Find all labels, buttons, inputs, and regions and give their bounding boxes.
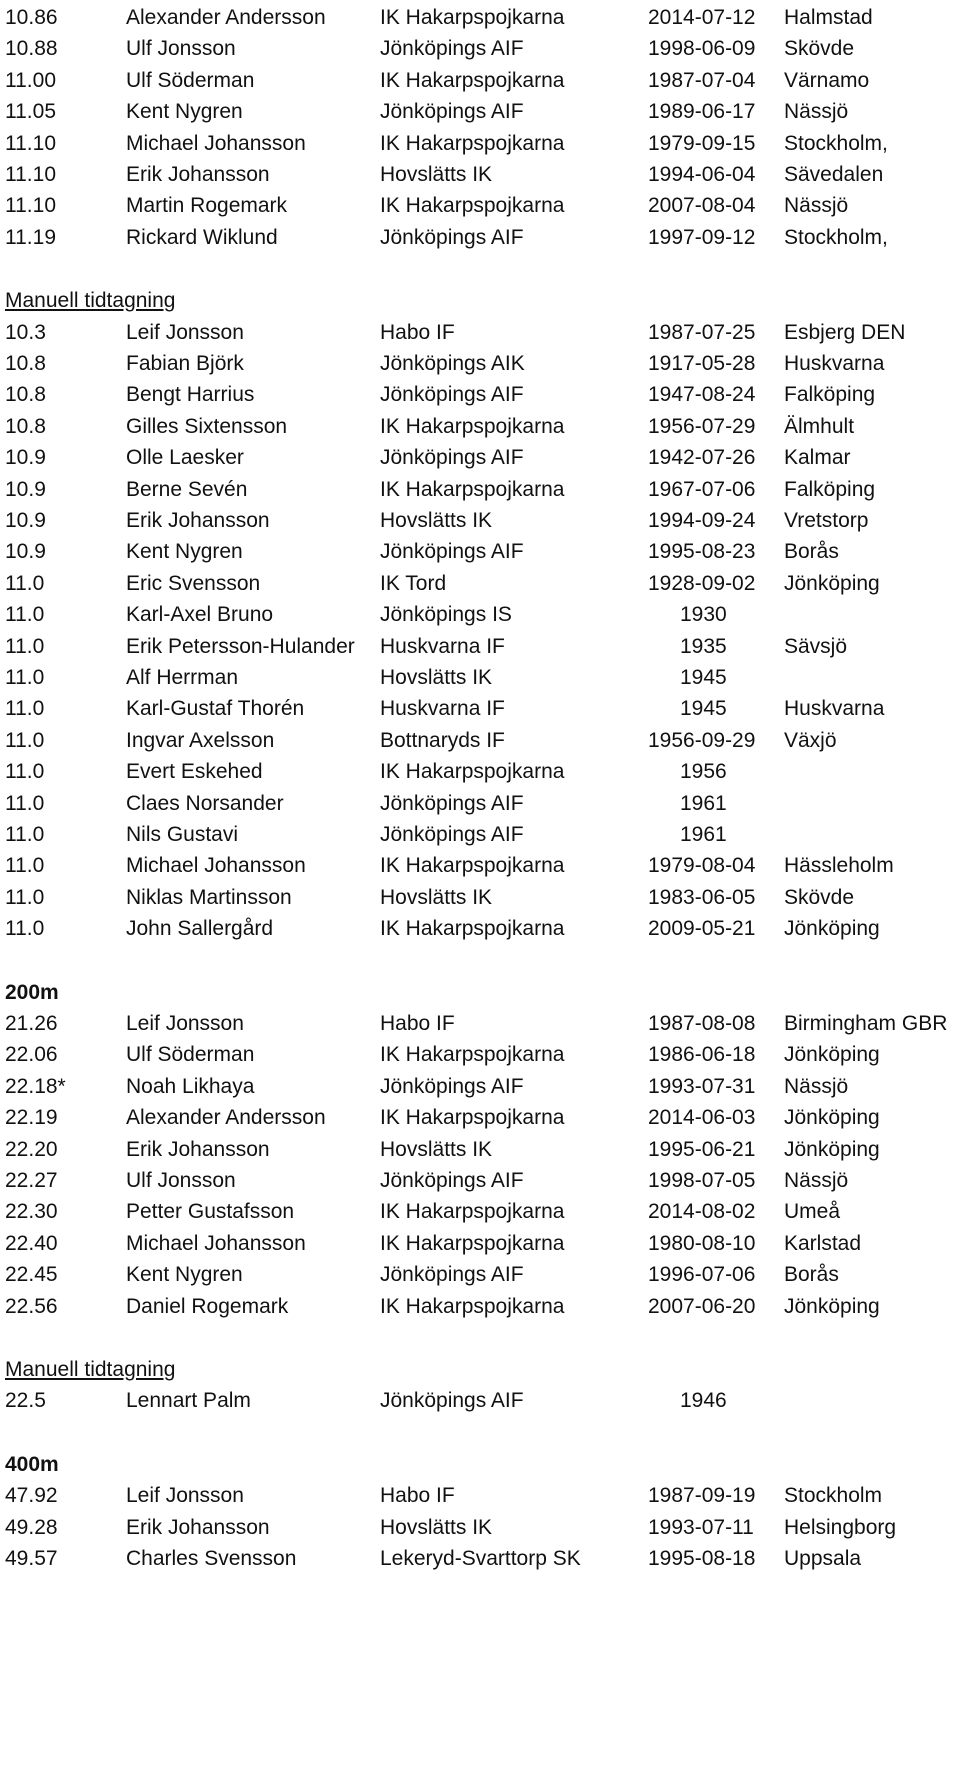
club-name: Huskvarna IF — [380, 697, 505, 720]
result-time: 11.0 — [5, 666, 45, 689]
club-name: Jönköpings AIF — [380, 383, 524, 406]
result-row — [0, 159, 960, 191]
athlete-name: Nils Gustavi — [126, 823, 239, 846]
athlete-name: Michael Johansson — [126, 132, 306, 155]
athlete-name: Erik Johansson — [126, 509, 270, 532]
result-row — [0, 850, 960, 882]
event-heading: 400m — [5, 1453, 59, 1476]
result-date: 1987-08-08 — [648, 1012, 756, 1035]
athlete-name: Lennart Palm — [126, 1389, 251, 1412]
result-row — [0, 1228, 960, 1260]
athlete-name: Michael Johansson — [126, 854, 306, 877]
result-row — [0, 913, 960, 945]
athlete-name: Bengt Harrius — [126, 383, 255, 406]
result-time: 22.06 — [5, 1043, 58, 1066]
result-year: 1961 — [680, 823, 727, 846]
subsection-heading: Manuell tidtagning — [5, 1358, 176, 1381]
club-name: IK Hakarpspojkarna — [380, 6, 565, 29]
result-date: 2007-06-20 — [648, 1295, 756, 1318]
club-name: Jönköpings AIF — [380, 1389, 524, 1412]
result-time: 11.10 — [5, 132, 56, 155]
result-year: 1930 — [680, 603, 727, 626]
result-time: 22.5 — [5, 1389, 46, 1412]
result-place: Stockholm, — [784, 226, 888, 249]
result-time: 11.0 — [5, 603, 45, 626]
athlete-name: Ulf Söderman — [126, 1043, 255, 1066]
result-time: 22.30 — [5, 1200, 58, 1223]
result-time: 22.27 — [5, 1169, 58, 1192]
result-time: 22.18* — [5, 1075, 66, 1098]
result-row — [0, 693, 960, 725]
result-date: 1983-06-05 — [648, 886, 756, 909]
result-date: 1942-07-26 — [648, 446, 756, 469]
result-row — [0, 2, 960, 34]
club-name: IK Tord — [380, 572, 447, 595]
club-name: Habo IF — [380, 1012, 455, 1035]
result-time: 47.92 — [5, 1484, 58, 1507]
result-row — [0, 317, 960, 349]
result-time: 11.0 — [5, 729, 45, 752]
athlete-name: Alexander Andersson — [126, 1106, 326, 1129]
club-name: Jönköpings AIF — [380, 823, 524, 846]
result-time: 22.45 — [5, 1263, 58, 1286]
result-date: 1987-07-25 — [648, 321, 756, 344]
result-date: 1967-07-06 — [648, 478, 756, 501]
club-name: Jönköpings AIK — [380, 352, 525, 375]
result-place: Jönköping — [784, 1043, 880, 1066]
athlete-name: Berne Sevén — [126, 478, 248, 501]
result-year: 1961 — [680, 792, 727, 815]
club-name: IK Hakarpspojkarna — [380, 194, 565, 217]
result-date: 1979-09-15 — [648, 132, 756, 155]
result-time: 11.19 — [5, 226, 56, 249]
result-row — [0, 1008, 960, 1040]
result-date: 1987-07-04 — [648, 69, 756, 92]
result-row — [0, 788, 960, 820]
result-row — [0, 65, 960, 97]
result-place: Stockholm — [784, 1484, 883, 1507]
club-name: IK Hakarpspojkarna — [380, 478, 565, 501]
result-date: 1998-07-05 — [648, 1169, 756, 1192]
result-date: 1956-09-29 — [648, 729, 756, 752]
result-row — [0, 1165, 960, 1197]
athlete-name: Ingvar Axelsson — [126, 729, 275, 752]
result-row — [0, 128, 960, 160]
club-name: Hovslätts IK — [380, 1516, 493, 1539]
result-place: Sävedalen — [784, 163, 884, 186]
result-place: Jönköping — [784, 1138, 880, 1161]
result-row — [0, 1196, 960, 1228]
result-row — [0, 1291, 960, 1323]
club-name: Hovslätts IK — [380, 886, 493, 909]
club-name: Lekeryd-Svarttorp SK — [380, 1547, 581, 1570]
athlete-name: Kent Nygren — [126, 540, 243, 563]
result-row — [0, 411, 960, 443]
athlete-name: Ulf Söderman — [126, 69, 255, 92]
result-date: 1980-08-10 — [648, 1232, 756, 1255]
result-row — [0, 190, 960, 222]
result-row — [0, 599, 960, 631]
result-place: Jönköping — [784, 572, 880, 595]
result-date: 1995-08-23 — [648, 540, 756, 563]
club-name: Jönköpings AIF — [380, 792, 524, 815]
club-name: IK Hakarpspojkarna — [380, 854, 565, 877]
result-row — [0, 222, 960, 254]
result-row — [0, 33, 960, 65]
athlete-name: Fabian Björk — [126, 352, 244, 375]
result-place: Falköping — [784, 383, 876, 406]
result-place: Umeå — [784, 1200, 841, 1223]
athlete-name: Ulf Jonsson — [126, 37, 236, 60]
result-row — [0, 474, 960, 506]
athlete-name: Leif Jonsson — [126, 321, 244, 344]
result-place: Sävsjö — [784, 635, 848, 658]
athlete-name: Gilles Sixtensson — [126, 415, 288, 438]
result-time: 11.0 — [5, 854, 45, 877]
athlete-name: Petter Gustafsson — [126, 1200, 295, 1223]
result-time: 10.86 — [5, 6, 58, 29]
athlete-name: Kent Nygren — [126, 100, 243, 123]
athlete-name: Alexander Andersson — [126, 6, 326, 29]
result-time: 11.0 — [5, 760, 45, 783]
result-row — [0, 756, 960, 788]
athlete-name: Charles Svensson — [126, 1547, 297, 1570]
result-place: Värnamo — [784, 69, 870, 92]
result-place: Borås — [784, 1263, 839, 1286]
result-date: 1986-06-18 — [648, 1043, 756, 1066]
result-time: 49.57 — [5, 1547, 58, 1570]
athlete-name: Niklas Martinsson — [126, 886, 292, 909]
club-name: IK Hakarpspojkarna — [380, 1200, 565, 1223]
result-place: Nässjö — [784, 1169, 849, 1192]
result-place: Birmingham GBR — [784, 1012, 948, 1035]
result-date: 1979-08-04 — [648, 854, 756, 877]
result-time: 22.20 — [5, 1138, 58, 1161]
club-name: Hovslätts IK — [380, 163, 493, 186]
result-row — [0, 882, 960, 914]
result-row — [0, 536, 960, 568]
result-row — [0, 1039, 960, 1071]
athlete-name: Olle Laesker — [126, 446, 244, 469]
result-date: 2014-07-12 — [648, 6, 756, 29]
result-place: Esbjerg DEN — [784, 321, 906, 344]
club-name: Jönköpings AIF — [380, 1075, 524, 1098]
result-time: 10.9 — [5, 509, 46, 532]
result-date: 2007-08-04 — [648, 194, 756, 217]
result-place: Nässjö — [784, 100, 849, 123]
club-name: IK Hakarpspojkarna — [380, 69, 565, 92]
result-date: 1947-08-24 — [648, 383, 756, 406]
result-year: 1946 — [680, 1389, 727, 1412]
result-time: 11.0 — [5, 886, 45, 909]
result-time: 10.8 — [5, 415, 46, 438]
athlete-name: Daniel Rogemark — [126, 1295, 289, 1318]
club-name: Jönköpings AIF — [380, 1263, 524, 1286]
result-place: Stockholm, — [784, 132, 888, 155]
result-time: 11.10 — [5, 163, 56, 186]
result-date: 2009-05-21 — [648, 917, 756, 940]
result-date: 1995-08-18 — [648, 1547, 756, 1570]
result-place: Skövde — [784, 886, 855, 909]
result-date: 1956-07-29 — [648, 415, 756, 438]
club-name: Hovslätts IK — [380, 1138, 493, 1161]
club-name: IK Hakarpspojkarna — [380, 760, 565, 783]
result-date: 1998-06-09 — [648, 37, 756, 60]
result-place: Huskvarna — [784, 352, 885, 375]
result-place: Nässjö — [784, 194, 849, 217]
result-row — [0, 819, 960, 851]
result-time: 11.00 — [5, 69, 56, 92]
result-row — [0, 1071, 960, 1103]
athlete-name: Noah Likhaya — [126, 1075, 255, 1098]
result-date: 1928-09-02 — [648, 572, 756, 595]
club-name: Jönköpings IS — [380, 603, 512, 626]
result-time: 10.9 — [5, 478, 46, 501]
result-time: 49.28 — [5, 1516, 58, 1539]
result-row — [0, 1385, 960, 1417]
result-date: 2014-06-03 — [648, 1106, 756, 1129]
result-row — [0, 505, 960, 537]
athlete-name: Leif Jonsson — [126, 1484, 244, 1507]
club-name: Jönköpings AIF — [380, 540, 524, 563]
result-row — [0, 442, 960, 474]
result-time: 10.8 — [5, 352, 46, 375]
athlete-name: Karl-Axel Bruno — [126, 603, 274, 626]
result-date: 1989-06-17 — [648, 100, 756, 123]
result-row — [0, 1543, 960, 1575]
result-row — [0, 1102, 960, 1134]
result-place: Huskvarna — [784, 697, 885, 720]
club-name: Jönköpings AIF — [380, 100, 524, 123]
result-row — [0, 662, 960, 694]
club-name: IK Hakarpspojkarna — [380, 1295, 565, 1318]
result-time: 22.40 — [5, 1232, 58, 1255]
club-name: IK Hakarpspojkarna — [380, 917, 565, 940]
club-name: Bottnaryds IF — [380, 729, 505, 752]
athlete-name: Erik Petersson-Hulander — [126, 635, 355, 658]
athlete-name: Claes Norsander — [126, 792, 284, 815]
athlete-name: Erik Johansson — [126, 1138, 270, 1161]
result-time: 10.9 — [5, 540, 46, 563]
event-heading: 200m — [5, 981, 59, 1004]
result-time: 11.0 — [5, 697, 45, 720]
result-time: 11.0 — [5, 635, 45, 658]
result-place: Jönköping — [784, 917, 880, 940]
result-row — [0, 568, 960, 600]
athlete-name: Erik Johansson — [126, 1516, 270, 1539]
result-time: 10.88 — [5, 37, 58, 60]
club-name: Habo IF — [380, 1484, 455, 1507]
athlete-name: Ulf Jonsson — [126, 1169, 236, 1192]
result-time: 11.05 — [5, 100, 56, 123]
result-time: 11.0 — [5, 823, 45, 846]
result-row — [0, 1134, 960, 1166]
result-place: Falköping — [784, 478, 876, 501]
athlete-name: Leif Jonsson — [126, 1012, 244, 1035]
athlete-name: Evert Eskehed — [126, 760, 263, 783]
result-date: 1994-09-24 — [648, 509, 756, 532]
result-time: 10.8 — [5, 383, 46, 406]
result-date: 2014-08-02 — [648, 1200, 756, 1223]
result-place: Kalmar — [784, 446, 851, 469]
result-row — [0, 348, 960, 380]
result-time: 22.56 — [5, 1295, 58, 1318]
result-place: Växjö — [784, 729, 837, 752]
result-time: 11.0 — [5, 792, 45, 815]
result-place: Jönköping — [784, 1295, 880, 1318]
result-time: 11.0 — [5, 572, 45, 595]
result-place: Uppsala — [784, 1547, 862, 1570]
club-name: Jönköpings AIF — [380, 226, 524, 249]
athlete-name: John Sallergård — [126, 917, 274, 940]
result-date: 1996-07-06 — [648, 1263, 756, 1286]
club-name: Jönköpings AIF — [380, 446, 524, 469]
result-place: Borås — [784, 540, 839, 563]
result-row — [0, 725, 960, 757]
result-date: 1993-07-31 — [648, 1075, 756, 1098]
result-time: 11.10 — [5, 194, 56, 217]
result-time: 10.3 — [5, 321, 46, 344]
club-name: Jönköpings AIF — [380, 1169, 524, 1192]
athlete-name: Michael Johansson — [126, 1232, 306, 1255]
result-place: Helsingborg — [784, 1516, 897, 1539]
result-row — [0, 96, 960, 128]
athlete-name: Eric Svensson — [126, 572, 261, 595]
club-name: IK Hakarpspojkarna — [380, 415, 565, 438]
result-place: Karlstad — [784, 1232, 862, 1255]
result-date: 1994-06-04 — [648, 163, 756, 186]
result-row — [0, 1480, 960, 1512]
athlete-name: Karl-Gustaf Thorén — [126, 697, 305, 720]
club-name: IK Hakarpspojkarna — [380, 1106, 565, 1129]
athlete-name: Erik Johansson — [126, 163, 270, 186]
result-date: 1987-09-19 — [648, 1484, 756, 1507]
result-time: 21.26 — [5, 1012, 58, 1035]
result-place: Nässjö — [784, 1075, 849, 1098]
result-place: Halmstad — [784, 6, 873, 29]
result-time: 10.9 — [5, 446, 46, 469]
athlete-name: Rickard Wiklund — [126, 226, 278, 249]
club-name: IK Hakarpspojkarna — [380, 1232, 565, 1255]
athlete-name: Martin Rogemark — [126, 194, 288, 217]
result-time: 11.0 — [5, 917, 45, 940]
athlete-name: Kent Nygren — [126, 1263, 243, 1286]
result-row — [0, 1259, 960, 1291]
result-date: 1997-09-12 — [648, 226, 756, 249]
club-name: IK Hakarpspojkarna — [380, 132, 565, 155]
club-name: Habo IF — [380, 321, 455, 344]
result-year: 1935 — [680, 635, 727, 658]
club-name: Jönköpings AIF — [380, 37, 524, 60]
result-row — [0, 1512, 960, 1544]
result-year: 1945 — [680, 666, 727, 689]
result-place: Älmhult — [784, 415, 855, 438]
result-date: 1917-05-28 — [648, 352, 756, 375]
result-place: Skövde — [784, 37, 855, 60]
result-row — [0, 379, 960, 411]
club-name: Hovslätts IK — [380, 666, 493, 689]
subsection-heading: Manuell tidtagning — [5, 289, 176, 312]
result-date: 1995-06-21 — [648, 1138, 756, 1161]
result-row — [0, 631, 960, 663]
club-name: Huskvarna IF — [380, 635, 505, 658]
result-place: Vretstorp — [784, 509, 869, 532]
result-year: 1956 — [680, 760, 727, 783]
result-year: 1945 — [680, 697, 727, 720]
result-place: Jönköping — [784, 1106, 880, 1129]
result-place: Hässleholm — [784, 854, 894, 877]
result-date: 1993-07-11 — [648, 1516, 754, 1539]
result-time: 22.19 — [5, 1106, 58, 1129]
athlete-name: Alf Herrman — [126, 666, 239, 689]
club-name: Hovslätts IK — [380, 509, 493, 532]
club-name: IK Hakarpspojkarna — [380, 1043, 565, 1066]
